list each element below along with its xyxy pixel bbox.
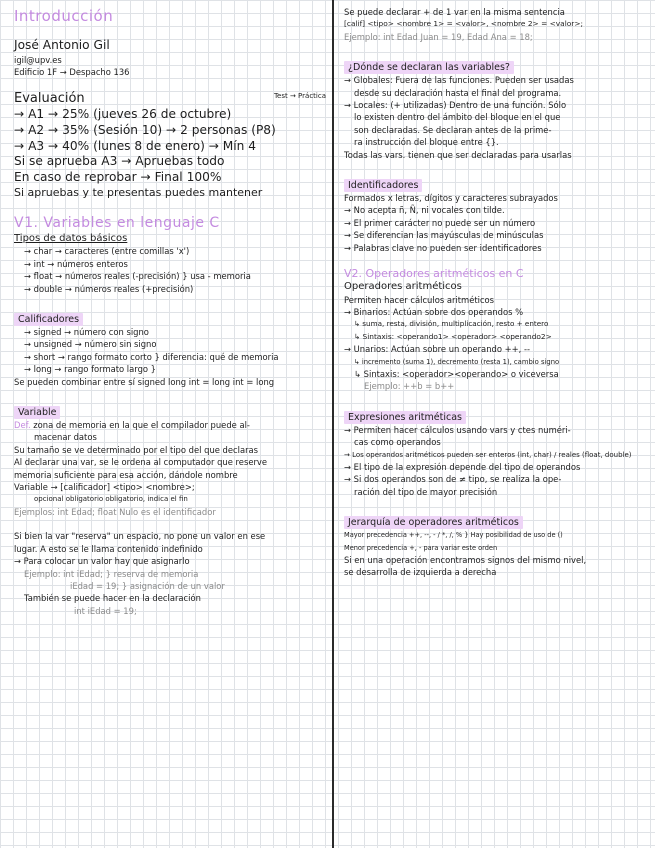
variable-syntax-notes: opcional obligatorio obligatorio, indica el fin (34, 495, 188, 504)
scope-line: lo existen dentro del ámbito del bloque en el que (354, 112, 561, 123)
evaluation-item: → A3 → 40% (lunes 8 de enero) → Mín 4 (14, 138, 257, 153)
expressions-line: → El tipo de la expresión depende del tipo de operandos (344, 461, 581, 472)
operators-line: ↳ Sintaxis: <operador><operando> o viceversa (354, 368, 559, 379)
expressions-line: → Si dos operandos son de ≠ tipo, se realiza la ope- (344, 474, 562, 485)
evaluation-heading: Evaluación (14, 91, 85, 107)
scope-line: son declaradas. Se declaran antes de la prime- (354, 124, 552, 135)
operators-line: → Binarios: Actúan sobre dos operandos % (344, 306, 524, 317)
column-divider (332, 0, 334, 848)
scope-line: → Locales: (+ utilizadas) Dentro de una función. Sólo (344, 100, 567, 111)
scope-line: ra instrucción del bloque entre {}. (354, 137, 499, 148)
operators-line: → Unarios: Actúan sobre un operando ++, -- (344, 344, 531, 355)
reserve-line: → Para colocar un valor hay que asignarlo (14, 556, 190, 567)
operators-example: Ejemplo: ++b = b++ (364, 381, 455, 392)
identifiers-line: Formados x letras, dígitos y caracteres subrayados (344, 193, 558, 204)
qualifier-item: → long → rango formato largo } (24, 364, 156, 375)
scope-line: Todas las vars. tienen que ser declaradas para usarlas (344, 149, 572, 160)
qualifier-item: → signed → número con signo (24, 327, 149, 337)
identifiers-line: → No acepta ñ, Ñ, ni vocales con tilde. (344, 205, 505, 216)
definition-label: Def. (14, 420, 31, 431)
variable-examples: Ejemplos: int Edad; float Nulo es el identificador (14, 506, 216, 517)
operators-line: Permiten hacer cálculos aritméticos (344, 294, 495, 305)
variable-line: Al declarar una var, se le ordena al computador que reserve (14, 457, 268, 468)
expressions-line: → Permiten hacer cálculos usando vars y ctes numéri- (344, 424, 571, 435)
scope-heading: ¿Dónde se declaran las variables? (344, 61, 514, 74)
qualifiers-combine: Se pueden combinar entre sí signed long int = long int = long (14, 376, 275, 387)
reserve-line: También se puede hacer en la declaración (24, 593, 201, 604)
evaluation-note: Test → Práctica (273, 92, 326, 101)
operators-subheading: Operadores aritméticos (344, 281, 462, 293)
multi-declare-line: Se puede declarar + de 1 var en la misma sentencia (344, 7, 565, 17)
reserve-example: Ejemplo: int iEdad; } reserva de memoria (24, 568, 199, 579)
identifiers-line: → El primer carácter no puede ser un número (344, 217, 536, 228)
variable-line: macenar datos (34, 432, 97, 443)
variable-syntax: Variable → [calificador] <tipo> <nombre>; (14, 482, 195, 493)
reserve-example: int iEdad = 19; (74, 605, 137, 616)
right-column (344, 6, 644, 579)
basic-type-item: → char → caracteres (entre comillas 'x') (24, 246, 190, 257)
variable-heading: Variable (14, 406, 60, 419)
author-email: igil@upv.es (14, 54, 62, 65)
expressions-line: cas como operandos (354, 437, 441, 448)
qualifiers-heading: Calificadores (14, 313, 83, 326)
qualifier-item: → unsigned → número sin signo (24, 339, 157, 350)
identifiers-line: → Palabras clave no pueden ser identificadores (344, 242, 542, 253)
evaluation-item: → A2 → 35% (Sesión 10) → 2 personas (P8) (14, 123, 276, 137)
reserve-example: iEdad = 19; } asignación de un valor (70, 580, 225, 591)
scope-line: → Globales: Fuera de las funciones. Pueden ser usadas (344, 75, 574, 86)
evaluation-item: Si se aprueba A3 → Apruebas todo (14, 154, 225, 169)
scope-line: desde su declaración hasta el final del programa. (354, 87, 562, 98)
author-block (14, 38, 326, 78)
multi-declare-syntax: [calif] <tipo> <nombre 1> = <valor>, <nombre 2> = <valor>; (344, 19, 584, 29)
identifiers-line: → Se diferencian las mayúsculas de minúsculas (344, 230, 544, 241)
hierarchy-line: se desarrolla de izquierda a derecha (344, 567, 497, 578)
section-2-title: V2. Operadores aritméticos en C (344, 267, 524, 281)
expressions-heading: Expresiones aritméticas (344, 411, 466, 424)
basic-type-item: → double → números reales (+precisión) (24, 283, 194, 294)
multi-declare-example: Ejemplo: int Edad Juan = 19, Edad Ana = 18; (344, 31, 533, 42)
hierarchy-line: Si en una operación encontramos signos del mismo nivel, (344, 555, 587, 565)
evaluation-block (14, 90, 326, 201)
author-office: Edificio 1F → Despacho 136 (14, 67, 130, 77)
hierarchy-line: Mayor precedencia ++, --, - / *, /, % } Hay posibilidad de uso de () (344, 531, 563, 540)
qualifier-item: → short → rango formato corto } diferencia: qué de memoria (24, 351, 279, 362)
variable-definition: zona de memoria en la que el compilador puede al- (33, 420, 250, 431)
operators-line: ↳ suma, resta, división, multiplicación, resto + entero (354, 319, 549, 329)
identifiers-heading: Identificadores (344, 179, 422, 192)
basic-type-item: → int → números enteros (24, 258, 128, 269)
evaluation-item: → A1 → 25% (jueves 26 de octubre) (14, 107, 232, 122)
basic-type-item: → float → números reales (-precisión) } usa - memoria (24, 271, 251, 282)
left-column (14, 6, 326, 617)
reserve-line: lugar. A esto se le llama contenido indefinido (14, 543, 203, 554)
evaluation-item: Si apruebas y te presentas puedes mantener (14, 186, 263, 200)
basic-types-heading: Tipos de datos básicos (14, 232, 128, 244)
section-1-title: V1. Variables en lenguaje C (14, 214, 220, 231)
operators-line: ↳ incremento (suma 1), decremento (resta 1), cambio signo (354, 357, 560, 366)
evaluation-item: En caso de reprobar → Final 100% (14, 169, 222, 184)
reserve-line: Si bien la var "reserva" un espacio, no pone un valor en ese (14, 531, 266, 542)
variable-line: memoria suficiente para esa acción, dándole nombre (14, 469, 238, 480)
expressions-line: ración del tipo de mayor precisión (354, 486, 498, 497)
page-title: Introducción (14, 7, 114, 25)
variable-line: Su tamaño se ve determinado por el tipo del que declaras (14, 444, 259, 455)
hierarchy-heading: Jerarquía de operadores aritméticos (344, 516, 523, 529)
expressions-line: → Los operandos aritméticos pueden ser enteros (int, char) / reales (float, double) (344, 450, 632, 459)
author-name: José Antonio Gil (14, 38, 110, 52)
operators-line: ↳ Sintaxis: <operando1> <operador> <operando2> (354, 331, 552, 341)
hierarchy-line: Menor precedencia +, - para variar este orden (344, 543, 498, 552)
